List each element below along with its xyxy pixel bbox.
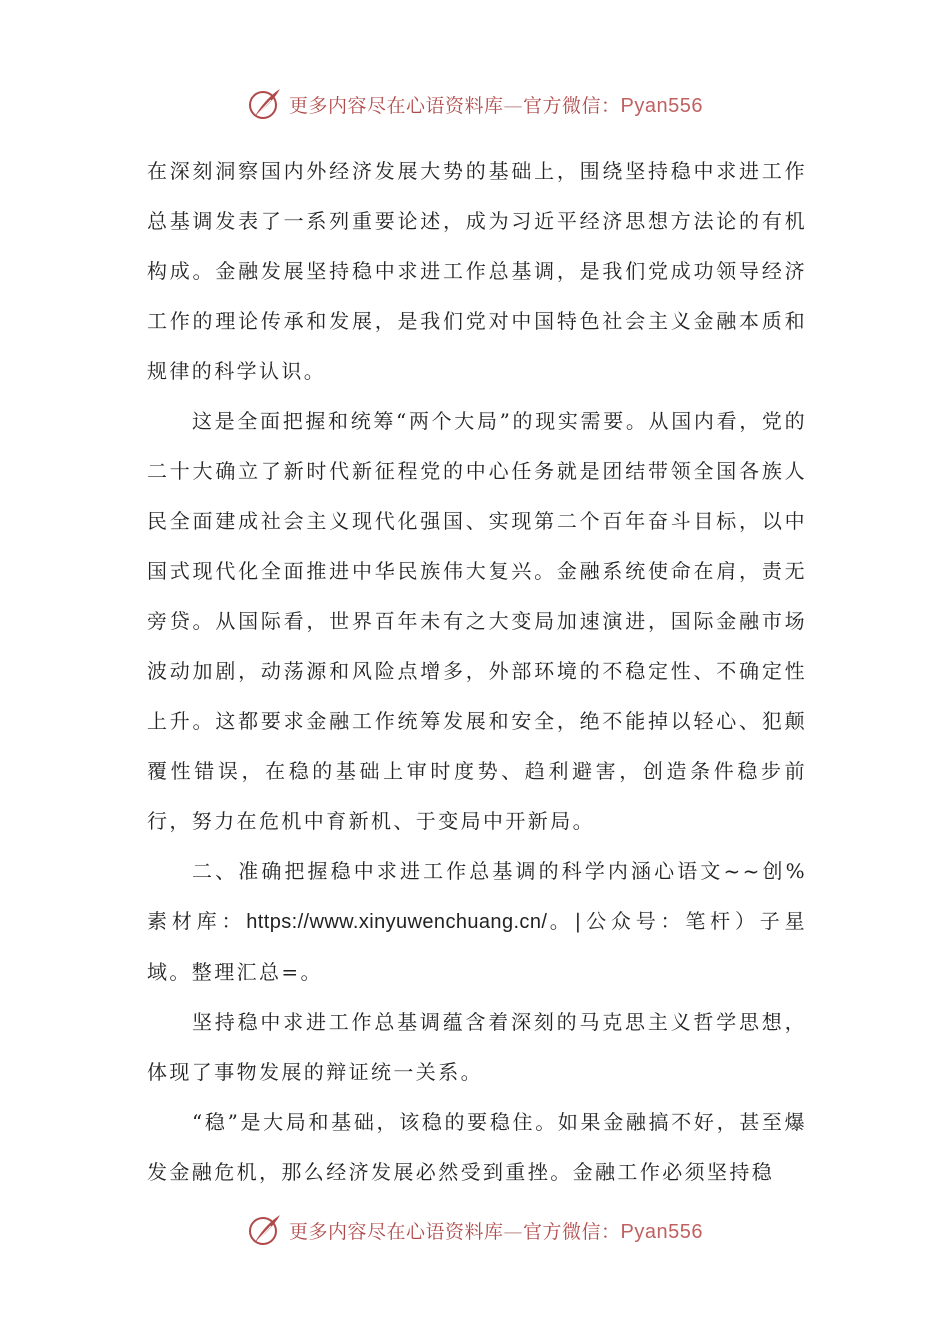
header-banner: [0, 84, 950, 124]
paragraph-3-text-b: 。|公众号：笔杆）子星域。整理汇总=。: [147, 909, 807, 984]
header-brand: 更多内容尽在心语资料库: [289, 94, 504, 117]
document-body: [147, 146, 807, 1197]
header-text: [289, 91, 703, 118]
header-separator: —: [503, 94, 524, 117]
source-url: https://www.xinyuwenchuang.cn/: [246, 911, 548, 933]
footer-separator: —: [503, 1220, 524, 1243]
paragraph-1: 在深刻洞察国内外经济发展大势的基础上，围绕坚持稳中求进工作总基调发表了一系列重要论述，成为习近平经济思想方法论的有机构成。金融发展坚持稳中求进工作总基调，是我们党成功领导经济工作的理论传承和发展，是我们党对中国特色社会主义金融本质和规律的科学认识。: [147, 159, 807, 383]
footer-wechat-id: Pyan556: [620, 1220, 703, 1243]
quill-logo-icon: [247, 1212, 283, 1248]
paragraph-3: [147, 846, 807, 997]
footer-text: [289, 1217, 703, 1244]
header-wechat-id: Pyan556: [620, 94, 703, 117]
header-official-label: 官方微信：: [523, 94, 621, 117]
paragraph-3-text-a: 二、准确把握稳中求进工作总基调的科学内涵心语文~~创%素材库：: [147, 859, 807, 933]
footer-banner: [0, 1210, 950, 1250]
quill-logo-icon: [247, 86, 283, 122]
paragraph-4: 坚持稳中求进工作总基调蕴含着深刻的马克思主义哲学思想，体现了事物发展的辩证统一关系。: [147, 1010, 807, 1084]
footer-brand: 更多内容尽在心语资料库: [289, 1220, 504, 1243]
footer-official-label: 官方微信：: [523, 1220, 621, 1243]
paragraph-5: “稳”是大局和基础，该稳的要稳住。如果金融搞不好，甚至爆发金融危机，那么经济发展必然受到重挫。金融工作必须坚持稳: [147, 1110, 807, 1184]
paragraph-2: 这是全面把握和统筹“两个大局”的现实需要。从国内看，党的二十大确立了新时代新征程党的中心任务就是团结带领全国各族人民全面建成社会主义现代化强国、实现第二个百年奋斗目标，以中国式现代化全面推进中华民族伟大复兴。金融系统使命在肩，责无旁贷。从国际看，世界百年未有之大变局加速演进，国际金融市场波动加剧，动荡源和风险点增多，外部环境的不稳定性、不确定性上升。这都要求金融工作统筹发展和安全，绝不能掉以轻心、犯颠覆性错误，在稳的基础上审时度势、趋利避害，创造条件稳步前行，努力在危机中育新机、于变局中开新局。: [147, 409, 807, 833]
